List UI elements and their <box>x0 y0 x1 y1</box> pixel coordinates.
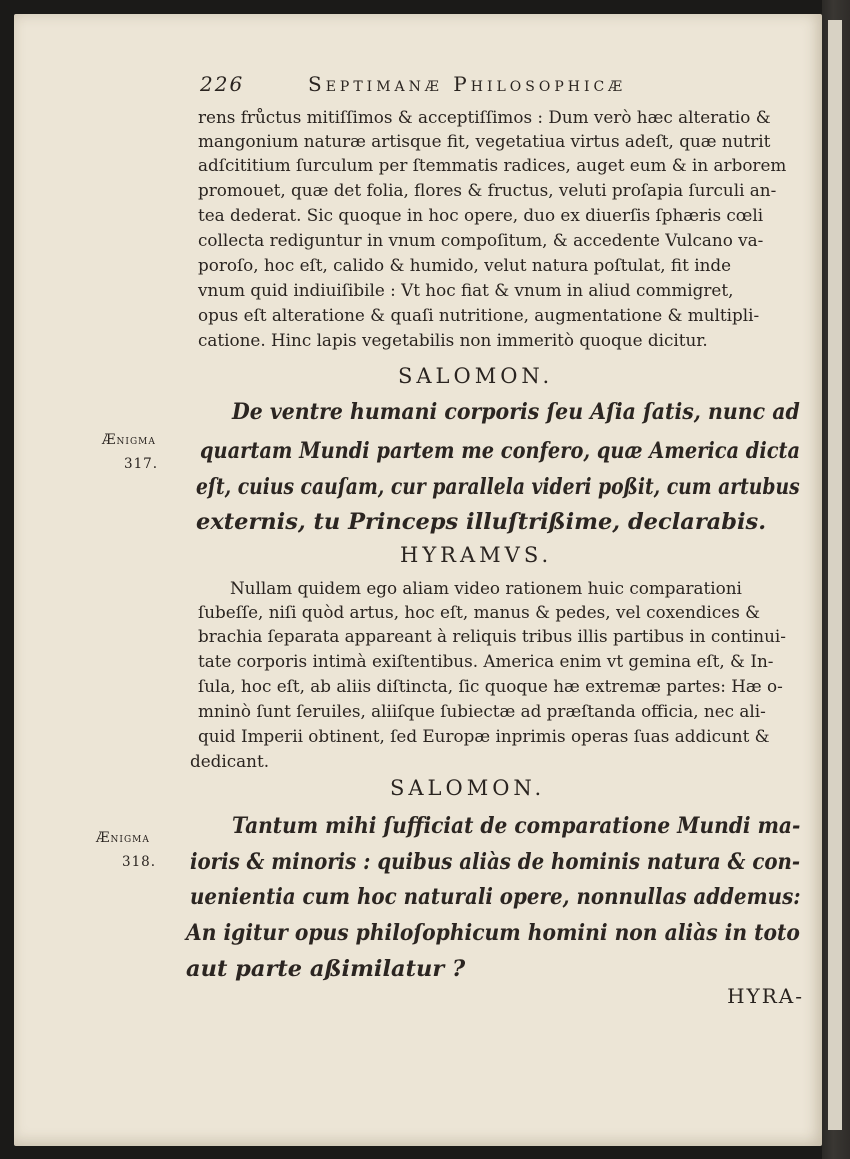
italic-line: uenientia cum hoc naturali opere, nonnullas addemus: <box>190 884 801 910</box>
text-line: ſubeſſe, niſi quòd artus, hoc eſt, manus & pedes, vel coxendices & <box>198 602 761 622</box>
text-line: tate corporis intimà exiſtentibus. America enim vt gemina eſt, & In- <box>198 651 774 671</box>
text-line: brachia ſeparata appareant à reliquis tribus illis partibus in continui- <box>198 626 786 646</box>
text-line: collecta rediguntur in vnum compoſitum, & accedente Vulcano va- <box>198 230 764 250</box>
text-line: mangonium naturæ artisque fit, vegetatiua virtus adeſt, quæ nutrit <box>198 131 771 151</box>
text-line: tea dederat. Sic quoque in hoc opere, duo ex diuerſis ſphæris cœli <box>198 205 764 225</box>
text-line: dedicant. <box>190 751 270 771</box>
next-page-edge <box>822 0 850 1159</box>
page-number: 226 <box>200 72 245 96</box>
text-line: quid Imperii obtinent, ſed Europæ inprimis operas ſuas addicunt & <box>198 726 770 746</box>
italic-line: aut parte aßimilatur ? <box>186 956 466 982</box>
text-line: opus eſt alteratione & quaſi nutritione, augmentatione & multipli- <box>198 305 760 325</box>
italic-line: De ventre humani corporis ſeu Aſia ſatis, nunc ad <box>232 399 800 425</box>
running-title: Septimanæ Philosophicæ <box>308 72 627 96</box>
italic-line: quartam Mundi partem me confero, quæ America dicta <box>200 438 801 464</box>
speaker-heading: SALOMON. <box>398 364 554 388</box>
speaker-heading: HYRAMVS. <box>400 543 553 567</box>
italic-line: An igitur opus philoſophicum homini non aliàs in toto <box>186 920 800 946</box>
text-line: poroſo, hoc eſt, calido & humido, velut natura poſtulat, fit inde <box>198 255 732 275</box>
page-edge-strip <box>828 20 842 1130</box>
italic-line: eſt, cuius cauſam, cur parallela videri poßit, cum artubus <box>196 474 800 500</box>
marginal-note-number: 318. <box>122 854 157 870</box>
marginal-note-label: Ænigma <box>102 432 156 448</box>
speaker-heading: SALOMON. <box>390 776 546 800</box>
italic-line: Tantum mihi ſufficiat de comparatione Mundi ma- <box>232 813 801 839</box>
text-line: rens frůctus mitiſſimos & acceptiſſimos : Dum verò hæc alteratio & <box>198 107 771 127</box>
italic-line: externis, tu Princeps illuſtrißime, declarabis. <box>196 509 767 535</box>
text-line: promouet, quæ det folia, flores & fructus, veluti proſapia ſurculi an- <box>198 180 777 200</box>
catchword: HYRA- <box>727 984 804 1008</box>
marginal-note-label: Ænigma <box>96 830 150 846</box>
text-line: mninò ſunt ſeruiles, aliiſque ſubiectæ ad præſtanda officia, nec ali- <box>198 701 766 721</box>
italic-line: ioris & minoris : quibus aliàs de hominis natura & con- <box>190 849 801 875</box>
text-line: adſcititium ſurculum per ſtemmatis radices, auget eum & in arborem <box>198 155 787 175</box>
marginal-note-number: 317. <box>124 456 159 472</box>
text-line: ſula, hoc eſt, ab aliis diſtincta, ſic quoque hæ extremæ partes: Hæ o- <box>198 676 783 696</box>
text-line: catione. Hinc lapis vegetabilis non immeritò quoque dicitur. <box>198 330 708 350</box>
text-line: Nullam quidem ego aliam video rationem huic comparationi <box>230 578 742 598</box>
text-line: vnum quid indiuiſibile : Vt hoc fiat & vnum in aliud commigret, <box>198 280 734 300</box>
